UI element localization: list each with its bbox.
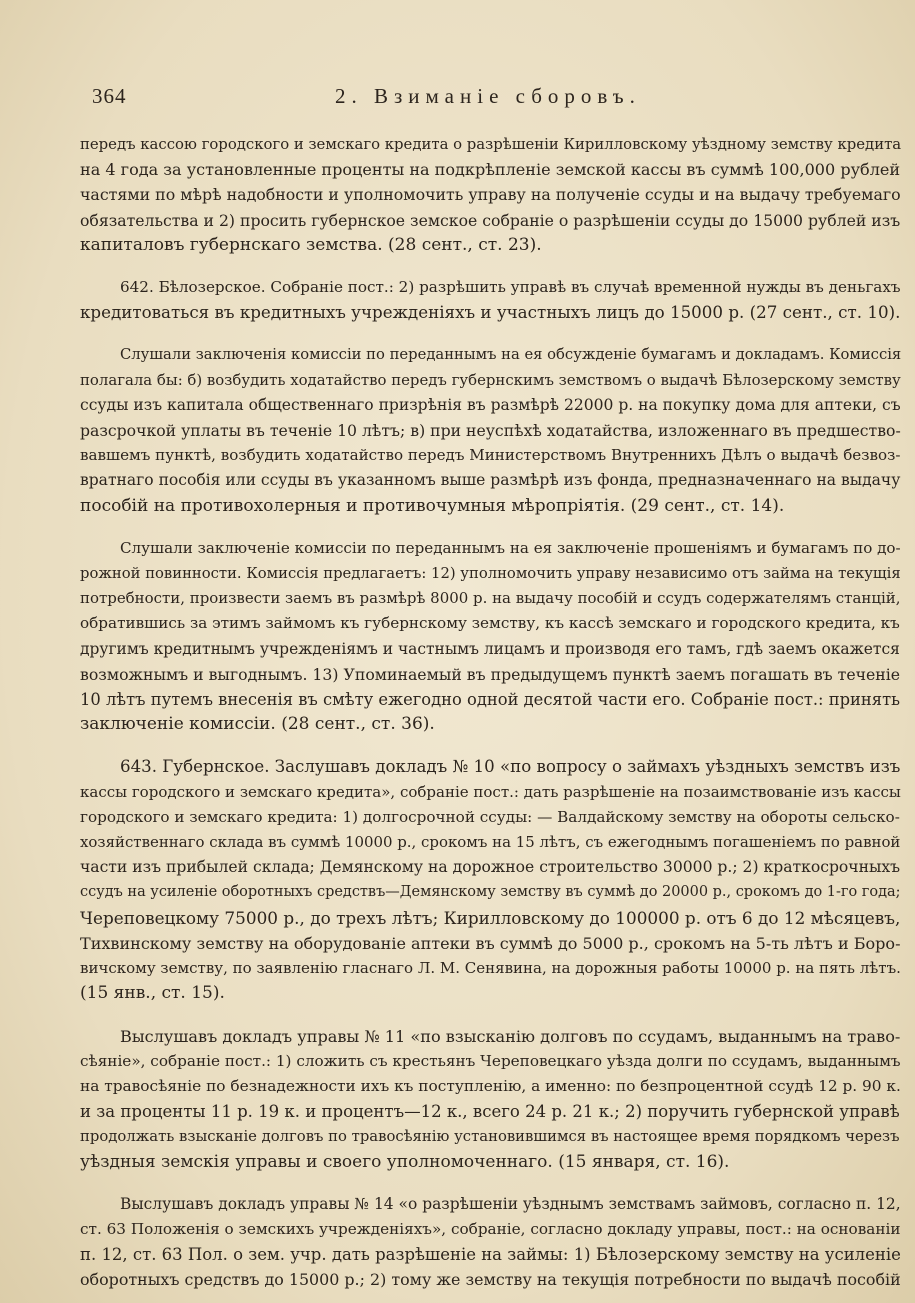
text-line: вавшемъ пунктѣ, возбудить ходатайство передъ Министерствомъ Внутреннихъ Дѣлъ о выдачѣ безвоз- [80,446,901,465]
text-line: и за проценты 11 р. 19 к. и процентъ—12 к., всего 24 р. 21 к.; 2) поручить губернской управѣ [80,1102,900,1122]
text-line: пособій на противохолерныя и противочумныя мѣропріятія. (29 сент., ст. 14). [80,495,785,516]
text-line: 643. Губернское. Заслушавъ докладъ № 10 «по вопросу о займахъ уѣздныхъ земствъ изъ [120,757,901,777]
text-line: ссудъ на усиленіе оборотныхъ средствъ—Демянскому земству въ суммѣ до 20000 р., срокомъ до 1-го года; [80,884,901,901]
text-line: части изъ прибылей склада; Демянскому на дорожное строительство 30000 р.; 2) краткосрочныхъ [80,858,901,877]
text-line: Тихвинскому земству на оборудованіе аптеки въ суммѣ до 5000 р., срокомъ на 5-ть лѣтъ и Боро- [80,933,901,953]
paragraph [80,275,905,325]
text-line: обратившись за этимъ займомъ къ губернскому земству, къ кассѣ земскаго и городского кредита, къ [80,614,900,633]
text-line: заключеніе комиссіи. (28 сент., ст. 36). [80,714,435,735]
text-line: рожной повинности. Комиссія предлагаетъ: 12) уполномочить управу независимо отъ займа на текущія [80,565,901,583]
text-line: передъ кассою городского и земскаго кредита о разрѣшеніи Кирилловскому уѣздному земству кредита [80,135,902,153]
text-line: Выслушавъ докладъ управы № 14 «о разрѣшеніи уѣзднымъ земствамъ займовъ, согласно п. 12, [120,1194,901,1213]
running-head: 2. Взиманіе сборовъ. [335,84,641,108]
text-line: сѣяніе», собраніе пост.: 1) сложить съ крестьянъ Череповецкаго уѣзда долги по ссудамъ, выданнымъ [80,1051,901,1070]
text-line: потребности, произвести заемъ въ размѣрѣ 8000 р. на выдачу пособій и ссудъ содержателямъ станцій, [80,589,901,608]
text-line: (15 янв., ст. 15). [80,983,225,1004]
text-line: капиталовъ губернскаго земства. (28 сент., ст. 23). [80,234,542,255]
text-line: полагала бы: б) возбудить ходатайство передъ губернскимъ земствомъ о выдачѣ Бѣлозерскому земству [80,370,901,389]
page-body [80,132,905,1293]
text-line: 10 лѣтъ путемъ внесенія въ смѣту ежегодно одной десятой части его. Собраніе пост.: принять [80,690,900,710]
paragraph [80,536,905,738]
text-line: ссуды изъ капитала общественнаго призрѣнія въ размѣрѣ 22000 р. на покупку дома для аптеки, съ [80,395,901,414]
page-number: 364 [92,84,127,108]
text-line: обязательства и 2) просить губернское земское собраніе о разрѣшеніи ссуды до 15000 рублей изъ [80,210,901,230]
page-header [80,84,905,114]
text-line: оборотныхъ средствъ до 15000 р.; 2) тому же земству на текущія потребности по выдачѣ пособій [80,1270,901,1290]
text-line: продолжать взысканіе долговъ по травосѣянію установившимся въ настоящее время порядкомъ черезъ [80,1128,900,1146]
text-line: на травосѣяніе по безнадежности ихъ къ поступленію, а именно: по безпроцентной ссудѣ 12 р. 90 к. [80,1076,901,1095]
text-line: кредитоваться въ кредитныхъ учрежденіяхъ и участныхъ лицъ до 15000 р. (27 сент., ст. 10). [80,303,901,323]
text-line: городского и земскаго кредита: 1) долгосрочной ссуды: — Валдайскому земству на обороты сельско- [80,807,900,826]
text-line: на 4 года за установленные проценты на подкрѣпленіе земской кассы въ суммѣ 100,000 рублей [80,160,901,180]
paragraph [80,342,905,518]
paragraph [80,754,905,1006]
text-line: Выслушавъ докладъ управы № 11 «по взысканію долговъ по ссудамъ, выданнымъ на траво- [120,1026,901,1046]
text-line: п. 12, ст. 63 Пол. о зем. учр. дать разрѣшеніе на займы: 1) Бѣлозерскому земству на усиленіе [80,1245,901,1265]
text-line: ст. 63 Положенія о земскихъ учрежденіяхъ», собраніе, согласно докладу управы, пост.: на основаніи [80,1219,901,1238]
text-line: возможнымъ и выгоднымъ. 13) Упоминаемый въ предыдущемъ пунктѣ заемъ погашать въ теченіе [80,664,901,684]
text-line: вичскому земству, по заявленію гласнаго Л. М. Сенявина, на дорожныя работы 10000 р. на пять лѣтъ. [80,959,901,978]
paragraph [80,132,905,258]
paragraph [80,1192,905,1293]
text-line: разсрочкой уплаты въ теченіе 10 лѣтъ; в) при неуспѣхѣ ходатайства, изложеннаго въ предшество- [80,421,901,441]
text-line: Слушали заключеніе комиссіи по переданнымъ на ея заключеніе прошеніямъ и бумагамъ по до- [120,538,901,557]
text-line: уѣздныя земскія управы и своего уполномоченнаго. (15 января, ст. 16). [80,1151,730,1172]
text-line: другимъ кредитнымъ учрежденіямъ и частнымъ лицамъ и производя его тамъ, гдѣ заемъ окажется [80,639,900,658]
text-line: 642. Бѣлозерское. Собраніе пост.: 2) разрѣшить управѣ въ случаѣ временной нужды въ деньгахъ [120,278,901,297]
text-line: Череповецкому 75000 р., до трехъ лѣтъ; Кирилловскому до 100000 р. отъ 6 до 12 мѣсяцевъ, [80,907,901,928]
text-line: кассы городского и земскаго кредита», собраніе пост.: дать разрѣшеніе на позаимствованіе изъ кассы [80,782,901,801]
text-line: хозяйственнаго склада въ суммѣ 10000 р., срокомъ на 15 лѣтъ, съ ежегоднымъ погашеніемъ по равной [80,833,901,852]
text-line: вратнаго пособія или ссуды въ указанномъ выше размѣрѣ изъ фонда, предназначеннаго на выдачу [80,471,901,490]
text-line: Слушали заключенія комиссіи по переданнымъ на ея обсужденіе бумагамъ и докладамъ. Комиссія [120,346,902,364]
paragraph [80,1024,905,1175]
text-line: частями по мѣрѣ надобности и уполномочить управу на полученіе ссуды и на выдачу требуемаго [80,185,901,205]
